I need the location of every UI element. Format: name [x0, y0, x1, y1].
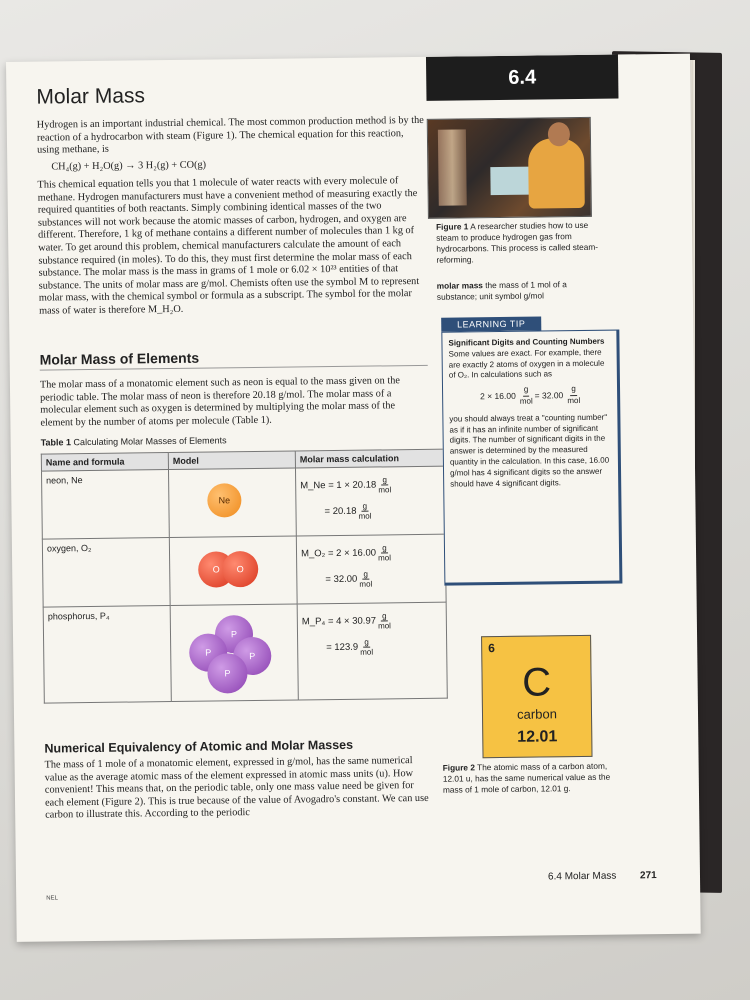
carbon-periodic-tile [481, 635, 592, 758]
footer-publisher: NEL [46, 895, 58, 902]
tip-eq-left: 2 × 16.00 [480, 390, 516, 402]
molar-mass-table [41, 449, 448, 704]
unit-num: g [382, 610, 387, 620]
cell-model-phosphorus [170, 604, 298, 702]
phosphorus-atom: P [207, 653, 247, 693]
cell-model-oxygen [169, 536, 297, 606]
researcher-head [548, 122, 570, 146]
tip-eq-right: = 32.00 [534, 390, 564, 401]
phosphorus-atom: P [215, 615, 253, 653]
unit-num: g [523, 385, 530, 397]
table-row [43, 602, 447, 703]
phosphorus-atom: P [233, 637, 271, 675]
unit-den: mol [359, 579, 373, 589]
figure1-caption-text: A researcher studies how to use steam to produce hydrogen gas from hydrocarbons. This process is called steam-reforming. [436, 219, 599, 265]
unit-num: g [364, 637, 369, 647]
unit-fraction [378, 543, 391, 562]
lab-apparatus [438, 129, 467, 205]
tile-atomic-mass: 12.01 [517, 728, 558, 746]
textbook-page [6, 54, 701, 942]
figure2-caption-text: The atomic mass of a carbon atom, 12.01 u, has the same numerical value as the mass of 1 mole of carbon, 12.01 g. [442, 760, 611, 795]
calc-line-2: = 32.00 [325, 573, 358, 585]
cell-name: oxygen, O₂ [42, 538, 170, 608]
table-caption-label: Table 1 [40, 437, 72, 448]
table-caption-text: Calculating Molar Masses of Elements [73, 435, 227, 448]
cell-calc [295, 466, 445, 536]
unit-fraction [378, 611, 391, 630]
cell-model-neon [168, 468, 296, 538]
cell-name: phosphorus, P₄ [43, 606, 171, 704]
figure2-caption [443, 761, 613, 796]
unit-fraction [378, 475, 391, 494]
unit-fraction [520, 385, 533, 408]
unit-den: mol [377, 620, 391, 630]
calc-line-1: M_P₄ = 4 × 30.97 [301, 615, 377, 627]
footer-section: 6.4 Molar Mass [547, 870, 617, 883]
oxygen-atom: O [198, 551, 234, 587]
calc-line-1: M_Ne = 1 × 20.18 [300, 479, 377, 491]
calc-line-2: = 123.9 [326, 641, 359, 653]
learning-tip-box [441, 330, 622, 586]
unit-num: g [363, 569, 368, 579]
margin-definition [437, 279, 607, 303]
unit-fraction [358, 501, 371, 520]
cell-calc [296, 534, 446, 604]
unit-num: g [362, 501, 368, 511]
methane-equation: CH₄(g) + H₂O(g) → 3 H₂(g) + CO(g) [51, 159, 207, 173]
table-row [42, 534, 446, 607]
unit-fraction [359, 569, 372, 588]
unit-den: mol [378, 552, 392, 562]
unit-den: mol [378, 484, 392, 494]
figure1-photo [427, 117, 592, 219]
molar-mass-paragraph: This chemical equation tells you that 1 molecule of water reacts with every molecule of methane. Hydrogen manufacturers must have a convenient method of measuring exactly the required quantities of both reactants. Simply combining identical masses of the two substances will not work because the atomic masses of carbon, hydrogen, and oxygen are different. Therefore, 1 kg of methane contains a different number of molecules than 1 kg of water. To get around this problem, chemical manufacturers calculate the amount of each substance required (in moles). To do this, they must first determine the molar mass of each substance. The molar mass is the mass in grams of 1 mole or 6.02 × 10²³ entities of that substance. The units of molar mass are g/mol. Chemists often use the symbol M to represent molar mass, with the chemical symbol or formula as a subscript. The symbol for the molar mass of water is therefore M_H₂O. [37, 175, 420, 317]
tile-name: carbon [517, 706, 557, 722]
col-calc-header: Molar mass calculation [295, 449, 444, 468]
elements-paragraph: The molar mass of a monatomic element such as neon is equal to the mass given on the periodic table. The molar mass of neon is therefore 20.18 g/mol. The molar mass of a molecular element such as oxygen is determined by multiplying the molar mass of the element by the number of atoms per molecule (Table 1). [39, 375, 401, 429]
section-number-tab: 6.4 [426, 55, 619, 101]
laptop-screen [490, 167, 530, 195]
figure1-label: Figure 1 [435, 221, 469, 232]
tile-atomic-number: 6 [488, 641, 495, 656]
learning-tip-tab: LEARNING TIP [441, 316, 541, 331]
figure1-caption [436, 220, 607, 266]
unit-den: mol [519, 396, 533, 406]
tip-text-1: Some values are exact. For example, there are exactly 2 atoms of oxygen in a molecule of O₂. In calculations such as [448, 347, 605, 381]
intro-paragraph: Hydrogen is an important industrial chemical. The most common production method is by the reaction of a hydrocarbon with steam (Figure 1). The chemical equation for this reaction, using methane, is [36, 114, 424, 156]
unit-fraction [567, 384, 580, 407]
heading-molar-mass-elements: Molar Mass of Elements [39, 349, 200, 368]
table-row [42, 466, 446, 539]
definition-text: the mass of 1 mol of a substance; unit symbol g/mol [436, 279, 567, 302]
unit-num: g [382, 474, 387, 484]
unit-den: mol [358, 511, 372, 521]
heading-numerical-equivalency: Numerical Equivalency of Atomic and Molar Masses [44, 737, 354, 756]
equivalency-paragraph: The mass of 1 mole of a monatomic element, expressed in g/mol, has the same numerical value as the average atomic mass of the element expressed in atomic mass units (u). How convenient! This means that, on the periodic table, only one mass value need be given for each element (Figure 2). This is true because of the value of Avogadro's constant. We can use carbon to illustrate this. According to the periodic [44, 755, 429, 821]
footer-page-number: 271 [639, 870, 657, 882]
calc-line-2: = 20.18 [324, 505, 357, 517]
tip-text-2: you should always treat a "counting number" as if it has an infinite number of significant digits. The number of significant digits in the answer is determined by the measured quantity in the calculation. In this case, 16.00 g/mol has 4 significant digits so the answer should have 4 significant digits. [449, 412, 610, 489]
cell-calc [297, 602, 447, 700]
neon-atom: Ne [207, 483, 241, 517]
unit-num: g [570, 384, 577, 396]
table-caption [41, 435, 227, 447]
tile-symbol: C [521, 660, 552, 705]
figure2-label: Figure 2 [442, 762, 475, 773]
calc-line-1: M_O₂ = 2 × 16.00 [300, 547, 377, 559]
unit-fraction [360, 637, 373, 656]
definition-term: molar mass [436, 280, 483, 291]
researcher-figure [528, 138, 585, 209]
cell-name: neon, Ne [42, 470, 170, 540]
tip-title: Significant Digits and Counting Numbers [448, 336, 605, 348]
unit-num: g [382, 542, 387, 552]
col-model-header: Model [168, 451, 295, 470]
page-title: Molar Mass [36, 84, 146, 109]
col-name-header: Name and formula [41, 453, 168, 472]
phosphorus-atom: P [189, 633, 227, 671]
unit-den: mol [360, 647, 374, 657]
oxygen-atom: O [222, 551, 258, 587]
unit-den: mol [567, 395, 581, 406]
tip-equation [449, 384, 611, 409]
